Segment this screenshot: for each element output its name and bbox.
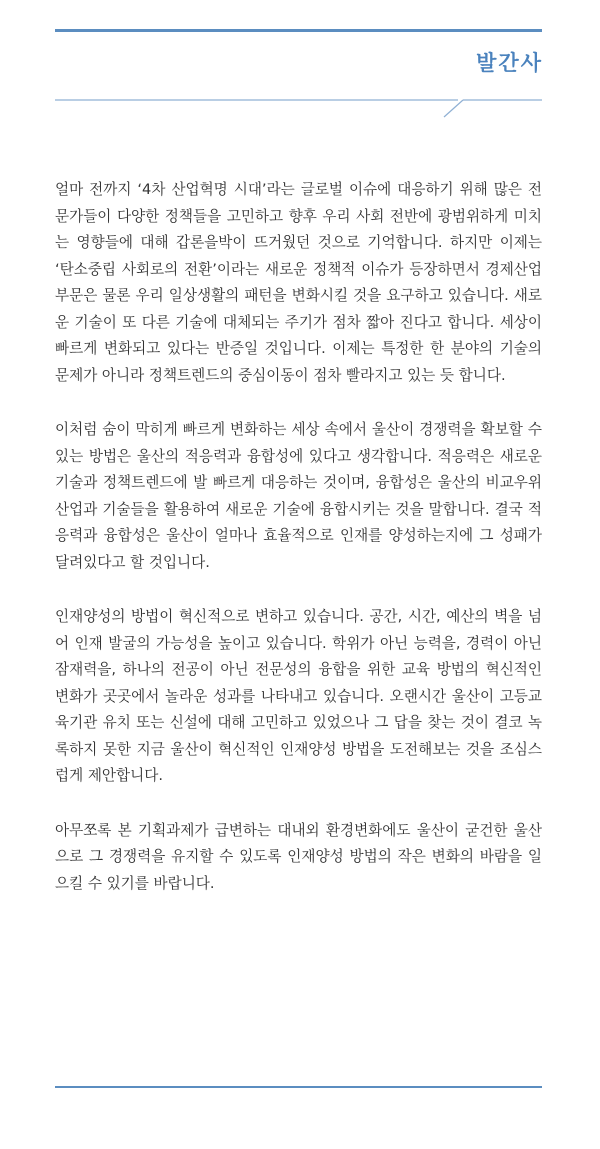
title-underline <box>0 0 600 130</box>
paragraph-4: 아무쪼록 본 기획과제가 급변하는 대내외 환경변화에도 울산이 굳건한 울산으로 그 경쟁력을 유지할 수 있도록 인재양성 방법의 작은 변화의 바람을 일으킬 수 있기를 바랍니다. <box>55 821 542 892</box>
paragraph-1: 얼마 전까지 ‘4차 산업혁명 시대’라는 글로벌 이슈에 대응하기 위해 많은 전문가들이 다양한 정책들을 고민하고 향후 우리 사회 전반에 광범위하게 미치는 영향들에 대해 갑론을박이 뜨거웠던 것으로 기억합니다. 하지만 이제는 ‘탄소중립 사회로의 전환’이라는 새로운 정책적 이슈가 등장하면서 경제산업부문은 물론 우리 일상생활의 패턴을 변화시킬 것을 요구하고 있습니다. 새로운 기술이 또 다른 기술에 대체되는 주기가 점차 짧아 진다고 합니다. 세상이 빠르게 변화되고 있다는 반증일 것입니다. 이제는 특정한 한 분야의 기술의 문제가 아니라 정책트렌드의 중심이동이 점차 빨라지고 있는 듯 합니다. <box>55 181 542 384</box>
bottom-rule <box>55 1086 542 1088</box>
paragraph-2: 이처럼 숨이 막히게 빠르게 변화하는 세상 속에서 울산이 경쟁력을 확보할 수 있는 방법은 울산의 적응력과 융합성에 있다고 생각합니다. 적응력은 새로운 기술과 정책트렌드에 발 빠르게 대응하는 것이며, 융합성은 울산의 비교우위산업과 기술들을 활용하여 새로운 기술에 융합시키는 것을 말합니다. 결국 적응력과 융합성은 울산이 얼마나 효율적으로 인재를 양성하는지에 그 성패가 달려있다고 할 것입니다. <box>55 421 542 571</box>
page-title: 발간사 <box>476 51 543 75</box>
paragraph-3: 인재양성의 방법이 혁신적으로 변하고 있습니다. 공간, 시간, 예산의 벽을 넘어 인재 발굴의 가능성을 높이고 있습니다. 학위가 아닌 능력을, 경력이 아닌 잠재력을, 하나의 전공이 아닌 전문성의 융합을 위한 교육 방법의 혁신적인 변화가 곳곳에서 놀라운 성과를 나타내고 있습니다. 오랜시간 울산이 고등교육기관 유치 또는 신설에 대해 고민하고 있었으나 그 답을 찾는 것이 결코 녹록하지 못한 지금 울산이 혁신적인 인재양성 방법을 도전해보는 것을 조심스럽게 제안합니다. <box>55 608 542 784</box>
body-text <box>55 177 542 925</box>
